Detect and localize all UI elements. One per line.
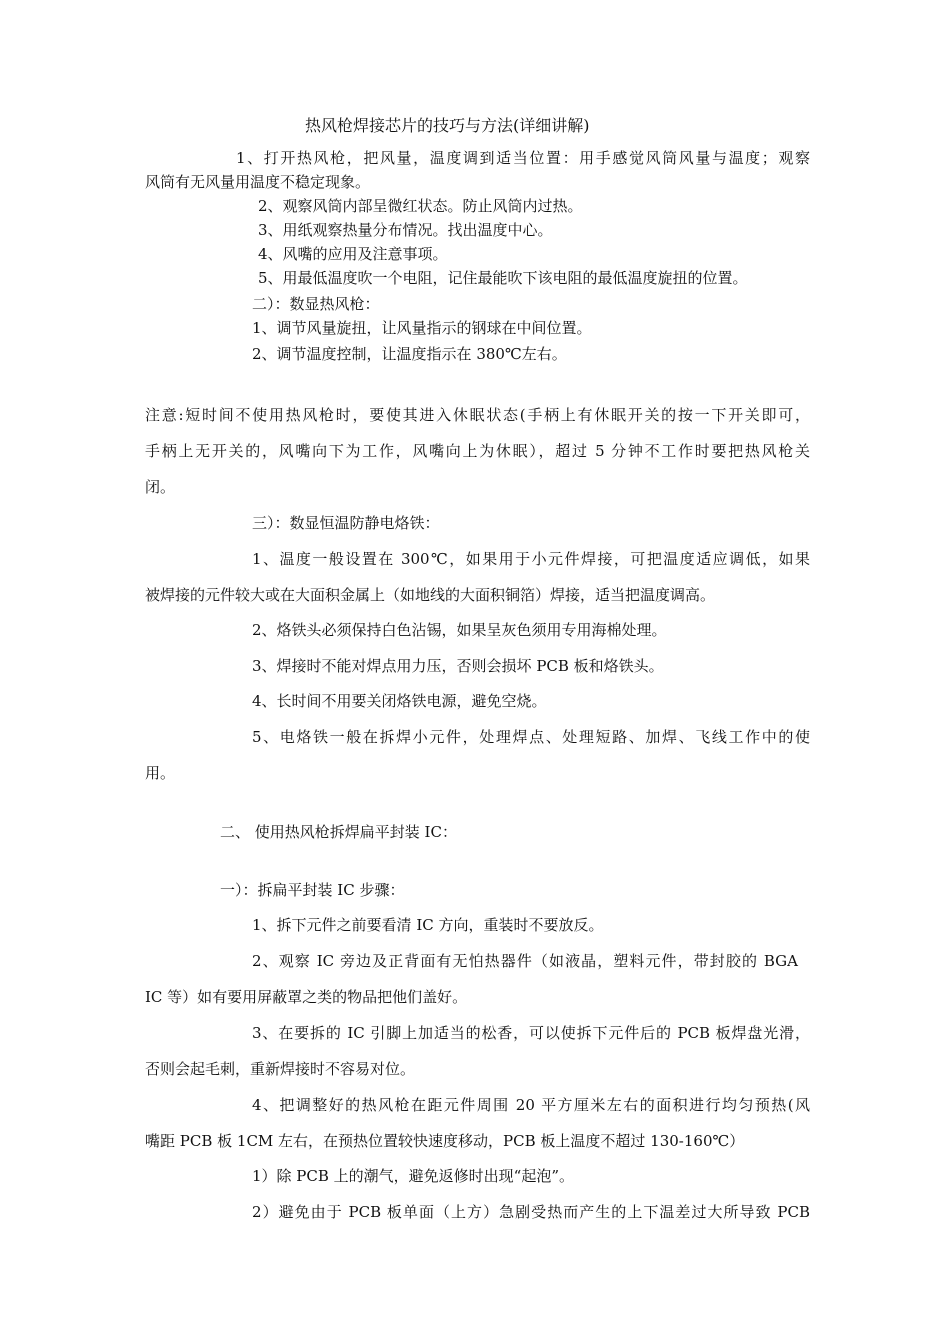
note-line: 闭。 xyxy=(145,478,176,496)
note-line: 注意:短时间不使用热风枪时，要使其进入休眠状态(手柄上有休眠开关的按一下开关即可， xyxy=(145,406,810,424)
list-item: 2、烙铁头必须保持白色沾锡，如果呈灰色须用专用海棉处理。 xyxy=(252,621,667,639)
paragraph-line: 被焊接的元件较大或在大面积金属上（如地线的大面积铜箔）焊接，适当把温度调高。 xyxy=(145,586,716,604)
paragraph-line: 2）避免由于 PCB 板单面（上方）急剧受热而产生的上下温差过大所导致 PCB xyxy=(252,1203,810,1221)
list-item: 2、调节温度控制，让温度指示在 380℃左右。 xyxy=(252,345,567,363)
list-item: 1）除 PCB 上的潮气，避免返修时出现“起泡”。 xyxy=(252,1167,575,1185)
paragraph-line: 5、电烙铁一般在拆焊小元件，处理焊点、处理短路、加焊、飞线工作中的使 xyxy=(252,728,810,746)
note-line: 手柄上无开关的，风嘴向下为工作，风嘴向上为休眠），超过 5 分钟不工作时要把热风枪关 xyxy=(145,442,810,460)
list-item: 1、拆下元件之前要看清 IC 方向，重装时不要放反。 xyxy=(252,916,604,934)
list-item: 5、用最低温度吹一个电阻，记住最能吹下该电阻的最低温度旋扭的位置。 xyxy=(258,269,748,287)
page-title: 热风枪焊接芯片的技巧与方法(详细讲解) xyxy=(305,116,590,135)
list-item: 4、风嘴的应用及注意事项。 xyxy=(258,245,448,263)
paragraph-line: 用。 xyxy=(145,764,176,782)
section-heading: 二）：数显热风枪： xyxy=(252,295,380,313)
paragraph-line: 2、观察 IC 旁边及正背面有无怕热器件（如液晶，塑料元件，带封胶的 BGA xyxy=(252,952,798,970)
list-item: 1、调节风量旋扭，让风量指示的钢球在中间位置。 xyxy=(252,319,592,337)
paragraph-line: 4、把调整好的热风枪在距元件周围 20 平方厘米左右的面积进行均匀预热(风 xyxy=(252,1096,810,1114)
list-item: 4、长时间不用要关闭烙铁电源，避免空烧。 xyxy=(252,692,547,710)
section-heading: 三）：数显恒温防静电烙铁： xyxy=(252,514,440,532)
list-item: 3、焊接时不能对焊点用力压，否则会损坏 PCB 板和烙铁头。 xyxy=(252,657,664,675)
paragraph-line: 否则会起毛刺，重新焊接时不容易对位。 xyxy=(145,1060,416,1078)
paragraph-line: IC 等）如有要用屏蔽罩之类的物品把他们盖好。 xyxy=(145,988,468,1006)
list-item: 3、用纸观察热量分布情况。找出温度中心。 xyxy=(258,221,553,239)
part-heading: 二、 使用热风枪拆焊扁平封装 IC： xyxy=(220,823,457,841)
paragraph-line: 1、温度一般设置在 300℃，如果用于小元件焊接，可把温度适应调低，如果 xyxy=(252,550,810,568)
list-item: 2、观察风筒内部呈微红状态。防止风筒内过热。 xyxy=(258,197,583,215)
paragraph-line: 嘴距 PCB 板 1CM 左右，在预热位置较快速度移动，PCB 板上温度不超过 130-160℃） xyxy=(145,1132,745,1150)
paragraph-line: 风筒有无风量用温度不稳定现象。 xyxy=(145,173,371,191)
section-heading: 一）：拆扁平封装 IC 步骤： xyxy=(220,881,405,899)
paragraph-line: 3、在要拆的 IC 引脚上加适当的松香，可以使拆下元件后的 PCB 板焊盘光滑， xyxy=(252,1024,810,1042)
paragraph-line: 1、打开热风枪，把风量，温度调到适当位置：用手感觉风筒风量与温度；观察 xyxy=(236,149,810,167)
